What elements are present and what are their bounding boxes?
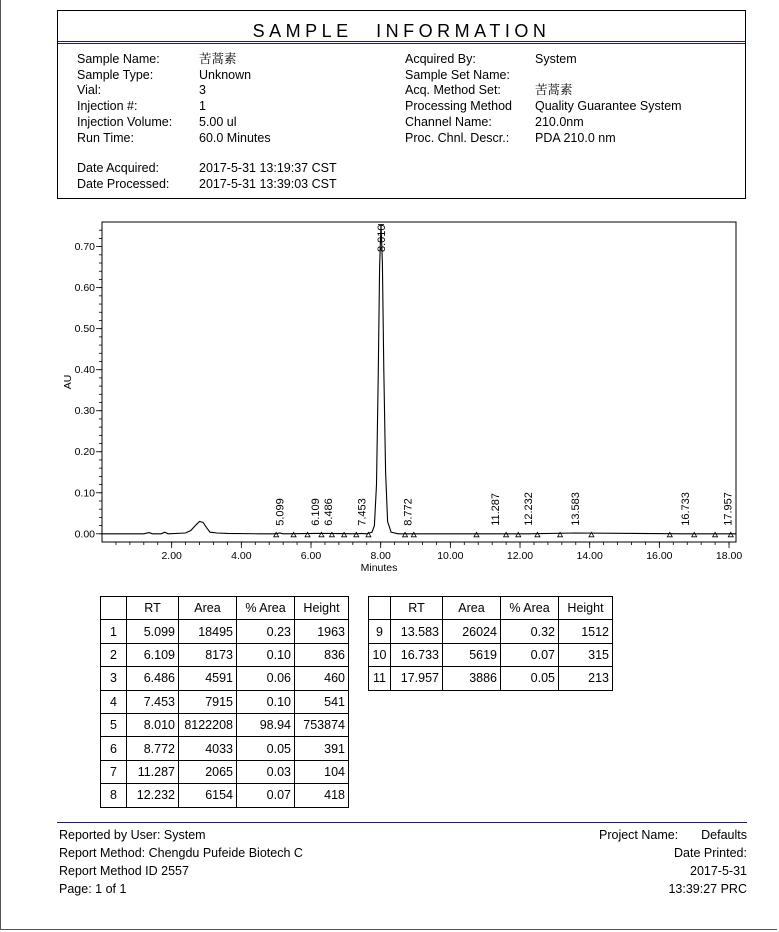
y-tick-label: 0.70 <box>74 241 95 254</box>
report-method-id: Report Method ID 2557 <box>59 864 189 878</box>
column-header: % Area <box>501 597 559 620</box>
column-header <box>369 597 391 620</box>
x-axis-label: Minutes <box>360 562 398 574</box>
peak-value-cell: 8.772 <box>127 737 179 760</box>
table-row <box>369 643 613 666</box>
peak-index-cell: 6 <box>101 737 127 760</box>
column-header: Height <box>559 597 613 620</box>
project-name-label: Project Name: <box>599 828 679 842</box>
peak-value-cell: 5.099 <box>127 620 179 643</box>
peak-index-cell: 2 <box>101 643 127 666</box>
peak-value-cell: 6154 <box>179 784 237 807</box>
baseline-marker <box>728 532 733 537</box>
info-value: 210.0nm <box>535 114 584 129</box>
table-row <box>101 690 349 713</box>
table-row <box>101 760 349 783</box>
title-rule-2 <box>58 43 745 44</box>
column-header: Height <box>295 597 349 620</box>
info-value: PDA 210.0 nm <box>535 130 616 145</box>
peak-value-cell: 26024 <box>443 620 501 643</box>
peak-value-cell: 104 <box>295 760 349 783</box>
baseline-marker <box>342 532 347 537</box>
peak-value-cell: 213 <box>559 667 613 690</box>
date-printed-label: Date Printed: <box>674 846 747 860</box>
info-label: Acq. Method Set: <box>405 83 501 98</box>
peak-rt-label: 8.772 <box>402 498 415 526</box>
peak-value-cell: 0.10 <box>237 690 295 713</box>
x-tick-label: 16.00 <box>646 550 673 562</box>
peak-value-cell: 0.03 <box>237 760 295 783</box>
baseline-marker <box>504 532 509 537</box>
table-row <box>101 620 349 643</box>
chromatogram-trace <box>102 225 736 534</box>
x-tick-label: 4.00 <box>231 550 252 562</box>
peak-value-cell: 13.583 <box>391 620 443 643</box>
info-label: Injection Volume: <box>77 114 173 129</box>
peak-value-cell: 11.287 <box>127 760 179 783</box>
peak-value-cell: 7915 <box>179 690 237 713</box>
info-label: Date Processed: <box>77 176 170 191</box>
peak-value-cell: 0.32 <box>501 620 559 643</box>
info-value: Quality Guarantee System <box>535 99 682 114</box>
peak-value-cell: 315 <box>559 643 613 666</box>
peak-value-cell: 8173 <box>179 643 237 666</box>
info-value: 3 <box>199 83 206 98</box>
column-header <box>101 597 127 620</box>
peak-index-cell: 7 <box>101 760 127 783</box>
peak-value-cell: 5619 <box>443 643 501 666</box>
y-tick-label: 0.00 <box>74 528 95 541</box>
info-value: 苦蒿素 <box>535 83 573 98</box>
x-tick-label: 10.00 <box>437 550 464 562</box>
x-tick-label: 14.00 <box>576 550 603 562</box>
peak-value-cell: 0.07 <box>237 784 295 807</box>
page-number: Page: 1 of 1 <box>59 882 127 896</box>
reported-by: Reported by User: System <box>59 828 206 842</box>
x-tick-label: 12.00 <box>506 550 534 562</box>
peak-value-cell: 541 <box>295 690 349 713</box>
table-row <box>101 784 349 807</box>
info-label: Date Acquired: <box>77 161 159 175</box>
peak-index-cell: 10 <box>369 643 391 666</box>
peak-value-cell: 7.453 <box>127 690 179 713</box>
peak-value-cell: 0.06 <box>237 667 295 690</box>
time-printed: 13:39:27 PRC <box>668 882 747 896</box>
info-label: Vial: <box>77 83 102 98</box>
x-tick-label: 6.00 <box>300 550 322 562</box>
column-header: % Area <box>237 597 295 620</box>
y-tick-label: 0.50 <box>74 323 95 336</box>
peak-value-cell: 460 <box>295 667 349 690</box>
column-header: RT <box>127 597 179 620</box>
peak-rt-label: 6.109 <box>309 498 322 526</box>
peak-table-right <box>368 596 613 691</box>
table-row <box>369 620 613 643</box>
baseline-marker <box>411 532 416 537</box>
info-label: Run Time: <box>77 130 134 145</box>
date-printed: 2017-5-31 <box>690 864 747 878</box>
footer-rule <box>57 822 747 823</box>
peak-index-cell: 4 <box>101 690 127 713</box>
table-row <box>101 737 349 760</box>
peak-rt-label: 16.733 <box>679 492 692 526</box>
x-tick-label: 18.00 <box>715 550 743 562</box>
peak-value-cell: 12.232 <box>127 784 179 807</box>
sample-information-box <box>57 10 746 199</box>
baseline-marker <box>354 532 359 537</box>
column-header: Area <box>179 597 237 620</box>
info-value: 苦蒿素 <box>199 52 237 66</box>
peak-value-cell: 8.010 <box>127 713 179 736</box>
y-tick-label: 0.40 <box>74 364 95 377</box>
info-value: 60.0 Minutes <box>199 130 271 145</box>
title-rule <box>58 41 745 42</box>
table-row <box>369 667 613 690</box>
y-tick-label: 0.60 <box>74 282 95 295</box>
info-label: Sample Set Name: <box>405 67 510 82</box>
peak-rt-label: 5.099 <box>274 498 287 526</box>
baseline-marker <box>291 532 296 537</box>
peak-rt-label: 6.486 <box>322 498 335 526</box>
peak-rt-label: 13.583 <box>570 492 583 526</box>
column-header: Area <box>443 597 501 620</box>
peak-index-cell: 5 <box>101 713 127 736</box>
plot-frame <box>102 222 736 542</box>
info-value: System <box>535 52 577 66</box>
info-label: Sample Type: <box>77 67 154 82</box>
peak-value-cell: 0.05 <box>237 737 295 760</box>
peak-index-cell: 1 <box>101 620 127 643</box>
peak-value-cell: 6.109 <box>127 643 179 666</box>
y-tick-label: 0.20 <box>74 446 95 459</box>
info-label: Injection #: <box>77 99 138 114</box>
peak-value-cell: 2065 <box>179 760 237 783</box>
peak-value-cell: 391 <box>295 737 349 760</box>
baseline-marker <box>713 532 718 537</box>
peak-value-cell: 0.10 <box>237 643 295 666</box>
peak-value-cell: 418 <box>295 784 349 807</box>
peak-index-cell: 3 <box>101 667 127 690</box>
peak-index-cell: 11 <box>369 667 391 690</box>
peak-value-cell: 1512 <box>559 620 613 643</box>
peak-rt-label: 17.957 <box>722 492 735 526</box>
peak-value-cell: 8122208 <box>179 713 237 736</box>
baseline-marker <box>516 532 521 537</box>
peak-value-cell: 0.07 <box>501 643 559 666</box>
info-label: Acquired By: <box>405 52 476 66</box>
info-value: 1 <box>199 99 206 114</box>
baseline-marker <box>403 532 408 537</box>
peak-value-cell: 753874 <box>295 713 349 736</box>
peak-value-cell: 98.94 <box>237 713 295 736</box>
table-header-row <box>101 597 349 620</box>
peak-rt-label: 8.010 <box>376 224 389 252</box>
peak-value-cell: 836 <box>295 643 349 666</box>
info-label: Processing Method <box>405 99 513 114</box>
info-label: Channel Name: <box>405 114 492 129</box>
peak-rt-label: 7.453 <box>356 498 369 526</box>
table-header-row <box>369 597 613 620</box>
column-header: RT <box>391 597 443 620</box>
y-axis-label: AU <box>62 374 74 390</box>
table-row <box>101 667 349 690</box>
peak-value-cell: 4033 <box>179 737 237 760</box>
peak-value-cell: 6.486 <box>127 667 179 690</box>
table-row <box>101 713 349 736</box>
info-value: 2017-5-31 13:39:03 CST <box>199 176 337 191</box>
peak-index-cell: 9 <box>369 620 391 643</box>
peak-value-cell: 3886 <box>443 667 501 690</box>
sample-information-title: SAMPLE INFORMATION <box>252 21 551 41</box>
y-tick-label: 0.30 <box>74 405 95 418</box>
x-tick-label: 8.00 <box>370 550 391 562</box>
info-label: Sample Name: <box>77 52 160 66</box>
x-tick-label: 2.00 <box>161 550 182 562</box>
table-row <box>101 643 349 666</box>
peak-index-cell: 8 <box>101 784 127 807</box>
baseline-marker <box>535 532 540 537</box>
info-value: 5.00 ul <box>199 114 237 129</box>
info-value: 2017-5-31 13:19:37 CST <box>199 161 337 175</box>
peak-value-cell: 0.23 <box>237 620 295 643</box>
baseline-marker <box>474 532 479 537</box>
baseline-marker <box>692 532 697 537</box>
peak-value-cell: 0.05 <box>501 667 559 690</box>
peak-value-cell: 4591 <box>179 667 237 690</box>
info-label: Proc. Chnl. Descr.: <box>405 130 510 145</box>
y-tick-label: 0.10 <box>74 487 95 500</box>
peak-value-cell: 16.733 <box>391 643 443 666</box>
peak-table-left <box>100 596 349 808</box>
baseline-marker <box>667 532 672 537</box>
peak-rt-label: 11.287 <box>490 492 503 526</box>
info-value: Unknown <box>199 67 252 82</box>
peak-value-cell: 17.957 <box>391 667 443 690</box>
project-name-value: Defaults <box>701 828 747 842</box>
peak-value-cell: 1963 <box>295 620 349 643</box>
peak-rt-label: 12.232 <box>523 492 536 526</box>
report-method: Report Method: Chengdu Pufeide Biotech C <box>59 846 303 860</box>
chromatogram-chart <box>0 205 779 580</box>
peak-value-cell: 18495 <box>179 620 237 643</box>
